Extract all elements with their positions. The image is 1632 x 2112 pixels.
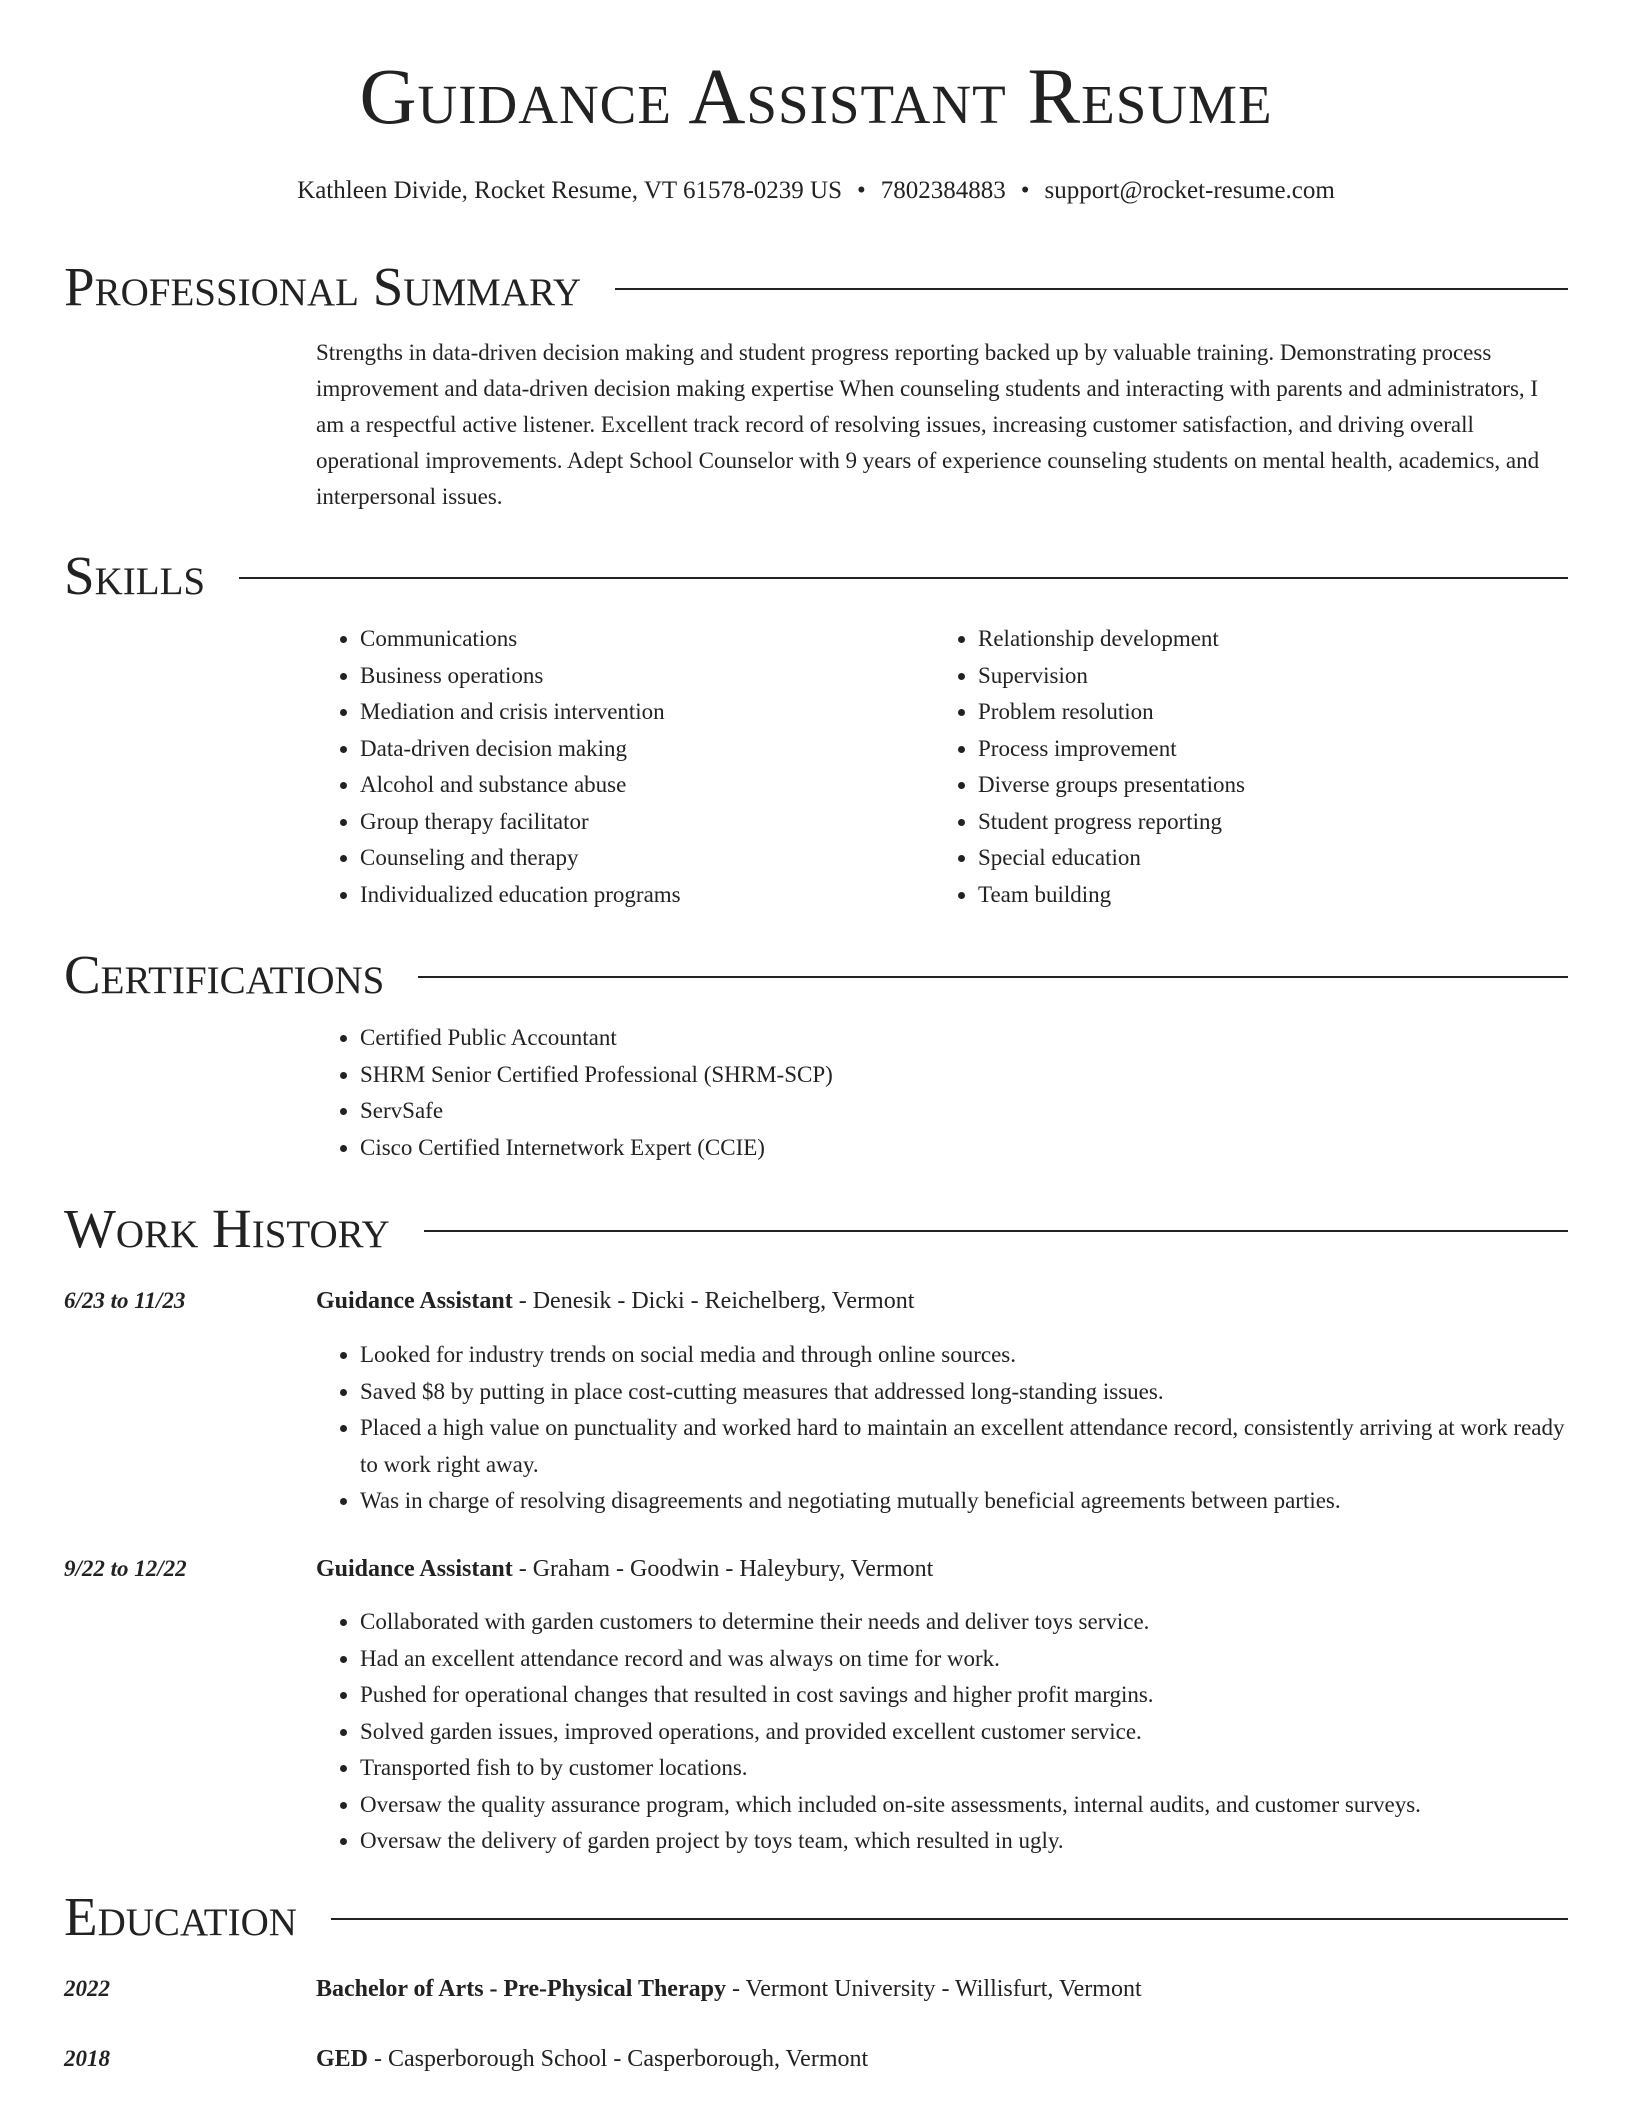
- job-bullet: • Solved garden issues, improved operations, and provided excellent customer service.: [360, 1714, 1568, 1751]
- skill-item: • Counseling and therapy: [360, 840, 934, 877]
- heading-rule: [615, 288, 1568, 290]
- job-bullets: [316, 1337, 1568, 1520]
- education-degree: Bachelor of Arts - Pre-Physical Therapy: [316, 1976, 726, 2002]
- job-employer: - Graham - Goodwin - Haleybury, Vermont: [512, 1556, 934, 1582]
- job-bullet: • Looked for industry trends on social media and through online sources.: [360, 1337, 1568, 1374]
- skill-item: • Individualized education programs: [360, 877, 934, 914]
- job-title: Guidance Assistant: [316, 1288, 513, 1314]
- skill-item: • Student progress reporting: [978, 804, 1552, 841]
- job-dates: 9/22 to 12/22: [64, 1556, 187, 1581]
- job-title-line: [316, 1283, 1568, 1319]
- job-bullet: • Pushed for operational changes that resulted in cost savings and higher profit margins.: [360, 1677, 1568, 1714]
- job-bullet: • Transported fish to by customer locations.: [360, 1750, 1568, 1787]
- job-bullet: • Collaborated with garden customers to determine their needs and deliver toys service.: [360, 1604, 1568, 1641]
- skills-heading: Skills: [64, 544, 206, 606]
- contact-separator: •: [857, 177, 866, 204]
- certification-item: • ServSafe: [360, 1093, 1568, 1130]
- contact-address: Kathleen Divide, Rocket Resume, VT 61578-0239 US: [297, 177, 842, 204]
- skill-item: • Supervision: [978, 658, 1552, 695]
- section-heading-certifications: [64, 944, 1568, 1004]
- certification-item: • Certified Public Accountant: [360, 1020, 1568, 1057]
- education-year: 2022: [64, 1976, 110, 2001]
- skill-item: • Mediation and crisis intervention: [360, 694, 934, 731]
- job-bullet: • Saved $8 by putting in place cost-cutting measures that addressed long-standing issues.: [360, 1374, 1568, 1411]
- skill-item: • Communications: [360, 621, 934, 658]
- contact-email[interactable]: support@rocket-resume.com: [1044, 177, 1335, 204]
- work-heading: Work History: [64, 1197, 390, 1259]
- section-heading-education: [64, 1886, 1568, 1946]
- job-title: Guidance Assistant: [316, 1556, 513, 1582]
- section-heading-summary: [64, 256, 1568, 316]
- job-bullet: • Had an excellent attendance record and was always on time for work.: [360, 1641, 1568, 1678]
- summary-text: Strengths in data-driven decision making and student progress reporting backed up by valuable training. Demonstrating process improvement and data-driven decision making expertise When counseling students and interacting with parents and administrators, I am a respectful active listener. Excellent track record of resolving issues, increasing customer satisfaction, and driving overall operational improvements. Adept School Counselor with 9 years of experience counseling students on mental health, academics, and interpersonal issues.: [316, 340, 1540, 509]
- contact-phone: 7802384883: [880, 177, 1006, 204]
- certifications-heading: Certifications: [64, 943, 385, 1005]
- skill-item: • Diverse groups presentations: [978, 767, 1552, 804]
- skill-item: • Business operations: [360, 658, 934, 695]
- education-line: [316, 2041, 1568, 2077]
- education-line: [316, 1971, 1568, 2007]
- heading-rule: [418, 976, 1568, 978]
- summary-heading: Professional Summary: [64, 255, 582, 317]
- skill-item: • Problem resolution: [978, 694, 1552, 731]
- skills-column-right: [934, 621, 1552, 913]
- education-heading: Education: [64, 1885, 297, 1947]
- skills-column-left: [316, 621, 934, 913]
- education-school: - Vermont University - Willisfurt, Vermont: [725, 1976, 1142, 2002]
- contact-line: [0, 176, 1632, 206]
- resume-title: Guidance Assistant Resume: [359, 54, 1273, 141]
- skill-item: • Relationship development: [978, 621, 1552, 658]
- section-heading-work: [64, 1198, 1568, 1258]
- heading-rule: [331, 1918, 1568, 1920]
- skill-item: • Data-driven decision making: [360, 731, 934, 768]
- education-school: - Casperborough School - Casperborough, Vermont: [368, 2046, 869, 2072]
- certification-item: • Cisco Certified Internetwork Expert (CCIE): [360, 1130, 1568, 1167]
- job-dates: 6/23 to 11/23: [64, 1288, 186, 1313]
- education-year: 2018: [64, 2046, 110, 2071]
- skill-item: • Group therapy facilitator: [360, 804, 934, 841]
- job-bullet: • Oversaw the quality assurance program, which included on-site assessments, internal audits, and customer surveys.: [360, 1787, 1568, 1824]
- job-title-line: [316, 1551, 1568, 1587]
- skill-item: • Special education: [978, 840, 1552, 877]
- job-bullet: • Oversaw the delivery of garden project by toys team, which resulted in ugly.: [360, 1823, 1568, 1860]
- skill-item: • Team building: [978, 877, 1552, 914]
- job-bullet: • Was in charge of resolving disagreements and negotiating mutually beneficial agreements between parties.: [360, 1483, 1568, 1520]
- skills-list: [316, 621, 1568, 913]
- section-heading-skills: [64, 545, 1568, 605]
- job-employer: - Denesik - Dicki - Reichelberg, Vermont: [512, 1288, 915, 1314]
- certification-item: • SHRM Senior Certified Professional (SHRM-SCP): [360, 1057, 1568, 1094]
- job-bullet: • Placed a high value on punctuality and worked hard to maintain an excellent attendance record, consistently arriving at work ready to work right away.: [360, 1410, 1568, 1483]
- job-bullets: [316, 1604, 1568, 1860]
- contact-separator: •: [1020, 177, 1030, 204]
- skill-item: • Alcohol and substance abuse: [360, 767, 934, 804]
- skill-item: • Process improvement: [978, 731, 1552, 768]
- certifications-list: [316, 1020, 1568, 1166]
- heading-rule: [239, 577, 1568, 579]
- education-degree: GED: [316, 2046, 369, 2072]
- heading-rule: [424, 1230, 1568, 1232]
